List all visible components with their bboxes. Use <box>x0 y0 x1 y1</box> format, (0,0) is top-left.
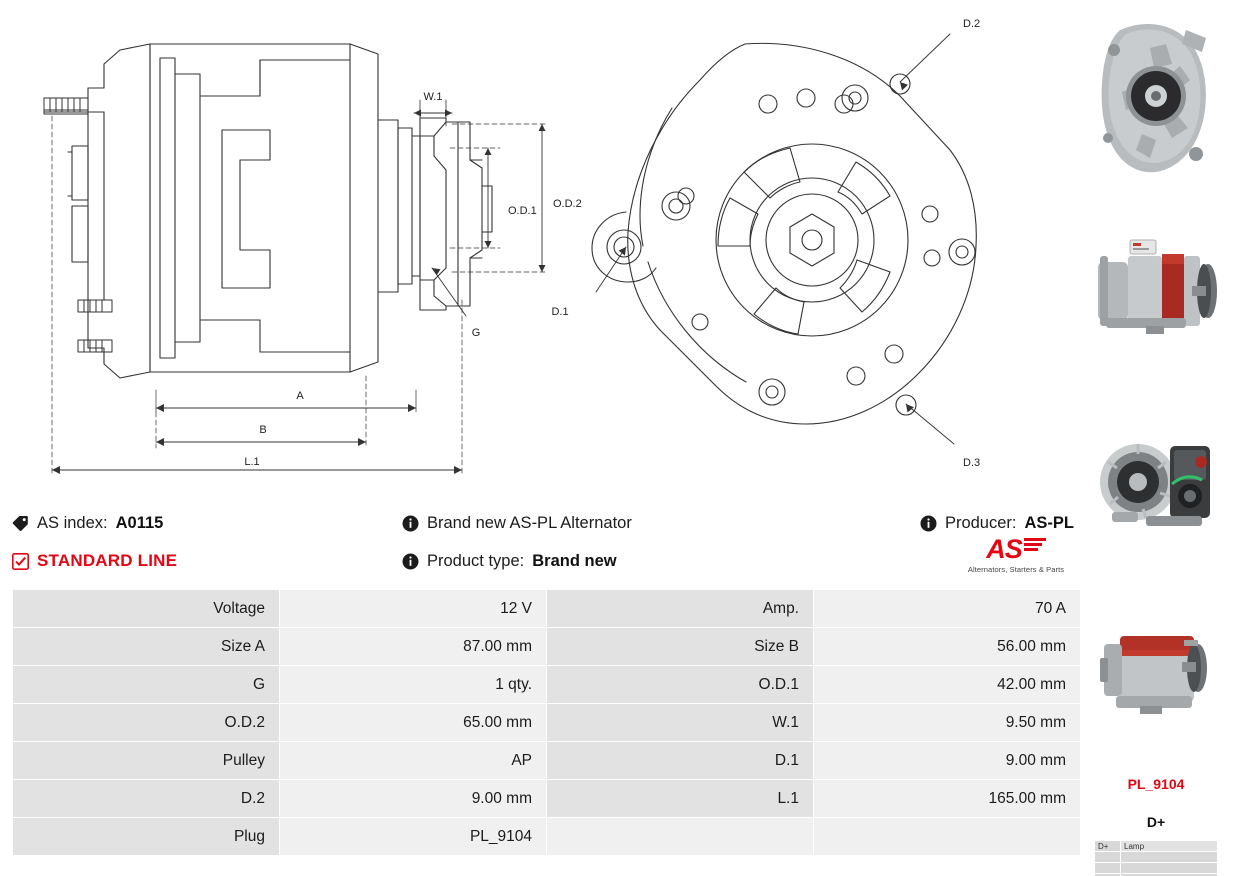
product-type-label: Product type: <box>427 551 525 570</box>
aspl-logo-text: AS <box>986 534 1022 564</box>
spec-value: 1 qty. <box>280 666 547 704</box>
spec-value: 87.00 mm <box>280 628 547 666</box>
info-row-2 <box>12 544 1080 578</box>
brand-new-text: Brand new AS-PL Alternator <box>427 513 632 532</box>
table-row <box>13 628 1081 666</box>
spec-key: Size A <box>13 628 280 666</box>
spec-value: 65.00 mm <box>280 704 547 742</box>
spec-key: Pulley <box>13 742 280 780</box>
dplus-code-label: D+ <box>1146 814 1166 830</box>
info-block <box>12 500 1080 580</box>
label-d3: D.3 <box>963 457 981 469</box>
table-row <box>1095 852 1218 863</box>
spec-empty-cell <box>547 818 814 856</box>
aspl-logo-subtitle: Alternators, Starters & Parts <box>967 565 1065 574</box>
technical-drawing <box>0 0 1080 492</box>
table-row <box>13 590 1081 628</box>
table-row <box>13 666 1081 704</box>
label-g: G <box>471 327 481 339</box>
product-photo-side[interactable] <box>1086 200 1226 382</box>
table-row <box>13 704 1081 742</box>
plug-code-label: PL_9104 <box>1127 776 1185 792</box>
spec-value: AP <box>280 742 547 780</box>
pin-name-empty <box>1095 863 1121 874</box>
table-row <box>13 780 1081 818</box>
pin-function-empty <box>1121 852 1218 863</box>
spec-key: Voltage <box>13 590 280 628</box>
product-photo-rear[interactable] <box>1086 392 1226 574</box>
spec-key: O.D.2 <box>13 704 280 742</box>
table-row <box>13 742 1081 780</box>
label-d2: D.2 <box>963 18 981 30</box>
as-index-value: A0115 <box>115 513 164 532</box>
standard-line-cell <box>12 551 402 571</box>
spec-key: L.1 <box>547 780 814 818</box>
spec-value: 165.00 mm <box>814 780 1081 818</box>
plug-pin-table <box>1094 840 1218 876</box>
spec-value: 9.50 mm <box>814 704 1081 742</box>
label-od2: O.D.2 <box>553 198 582 210</box>
spec-empty-cell <box>814 818 1081 856</box>
pin-name: D+ <box>1095 841 1121 852</box>
info-icon <box>402 553 419 570</box>
label-od1: O.D.1 <box>508 205 537 217</box>
spec-key: D.1 <box>547 742 814 780</box>
producer-label: Producer: <box>944 513 1017 532</box>
info-icon <box>402 515 419 532</box>
info-row-1 <box>12 506 1080 540</box>
label-l1: L.1 <box>244 456 260 468</box>
spec-value: 70 A <box>814 590 1081 628</box>
aspl-logo <box>956 536 1076 574</box>
product-photo-column <box>1083 8 1229 876</box>
spec-key: Amp. <box>547 590 814 628</box>
standard-line-label: STANDARD LINE <box>37 551 178 570</box>
label-b: B <box>259 424 267 436</box>
as-index-label: AS index: <box>37 513 108 532</box>
check-box-icon <box>12 553 29 570</box>
label-w1: W.1 <box>423 91 443 103</box>
product-type-value: Brand new <box>532 551 617 570</box>
aspl-logo-bars <box>1024 538 1046 553</box>
spec-key: D.2 <box>13 780 280 818</box>
product-type-cell <box>402 552 782 571</box>
specification-table <box>12 589 1081 856</box>
spec-key: Size B <box>547 628 814 666</box>
spec-key: W.1 <box>547 704 814 742</box>
spec-key: O.D.1 <box>547 666 814 704</box>
product-photo-side-red[interactable] <box>1086 584 1226 766</box>
spec-value: 9.00 mm <box>814 742 1081 780</box>
table-row <box>1095 841 1218 852</box>
tag-icon <box>12 515 29 532</box>
label-a: A <box>296 390 304 402</box>
spec-key: G <box>13 666 280 704</box>
pin-name-empty <box>1095 852 1121 863</box>
pin-function: Lamp <box>1121 841 1218 852</box>
spec-value: PL_9104 <box>280 818 547 856</box>
info-icon <box>920 515 937 532</box>
product-photo-front[interactable] <box>1086 8 1226 190</box>
spec-value: 56.00 mm <box>814 628 1081 666</box>
as-index-cell <box>12 514 402 533</box>
spec-key: Plug <box>13 818 280 856</box>
pin-function-empty <box>1121 863 1218 874</box>
brand-new-cell <box>402 514 782 533</box>
producer-cell <box>782 514 1080 533</box>
spec-value: 42.00 mm <box>814 666 1081 704</box>
label-d1: D.1 <box>551 306 569 318</box>
spec-value: 9.00 mm <box>280 780 547 818</box>
table-row <box>1095 863 1218 874</box>
producer-value: AS-PL <box>1024 513 1074 532</box>
spec-value: 12 V <box>280 590 547 628</box>
table-row <box>13 818 1081 856</box>
